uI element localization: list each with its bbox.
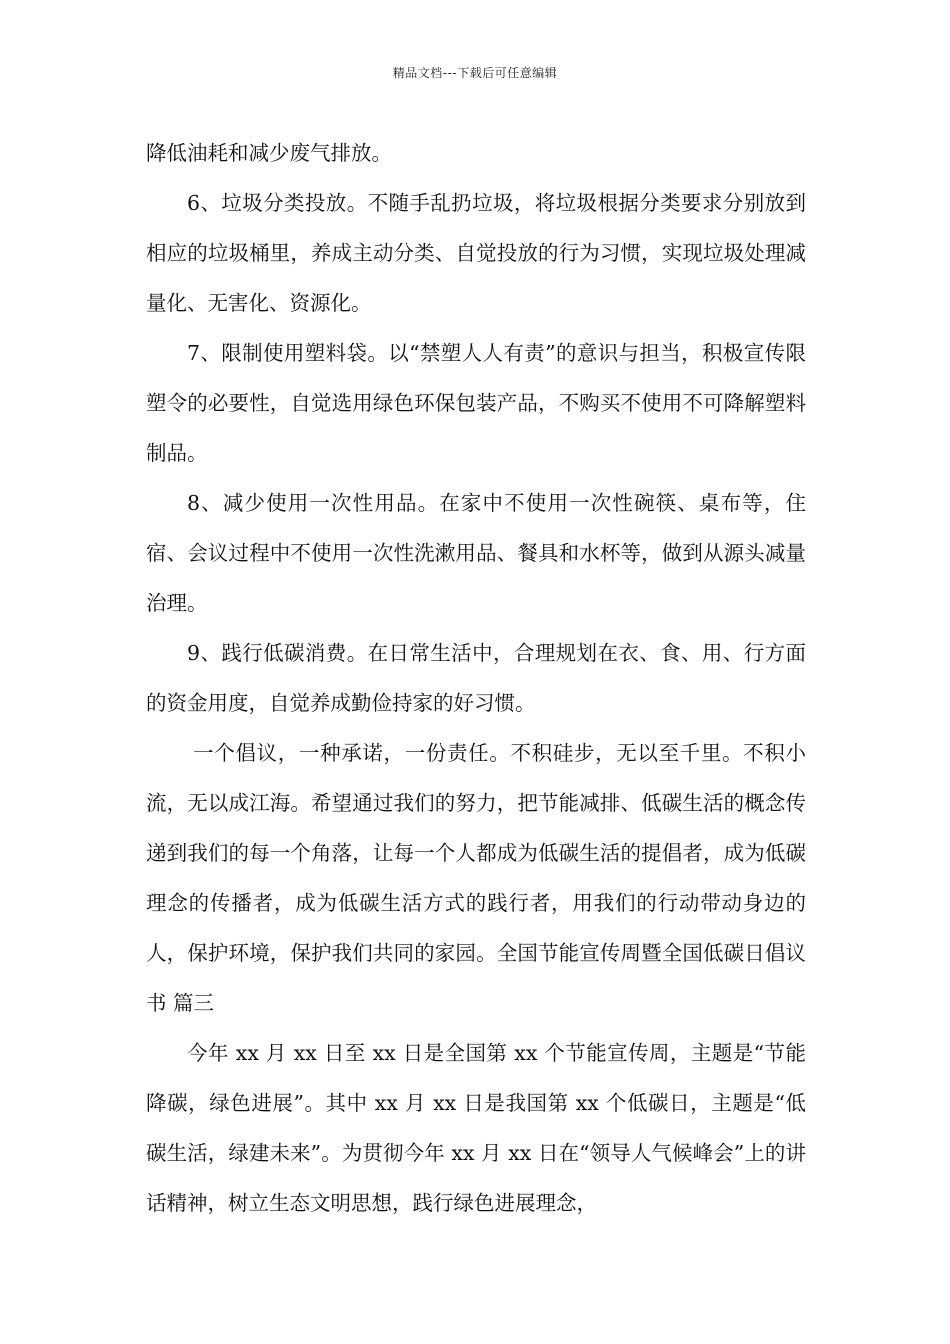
paragraph-continuation: 降低油耗和减少废气排放。 — [146, 141, 392, 165]
paragraph-item-9: 9、践行低碳消费。在日常生活中，合理规划在衣、食、用、行方面的资金用度，自觉养成勤俭持家的好习惯。 — [146, 641, 806, 715]
paragraph-item-6: 6、垃圾分类投放。不随手乱扔垃圾，将垃圾根据分类要求分别放到相应的垃圾桶里，养成主动分类、自觉投放的行为习惯，实现垃圾处理减量化、无害化、资源化。 — [146, 191, 806, 315]
paragraph-item-8: 8、减少使用一次性用品。在家中不使用一次性碗筷、桌布等，住宿、会议过程中不使用一次性洗漱用品、餐具和水杯等，做到从源头减量治理。 — [146, 491, 806, 615]
paragraph-section-three: 今年 xx 月 xx 日至 xx 日是全国第 xx 个节能宣传周，主题是“节能降碳，绿色进展”。其中 xx 月 xx 日是我国第 xx 个低碳日，主题是“低碳生活，绿建未来”。为贯彻今年 xx 月 xx 日在“领导人气候峰会”上的讲话精神，树立生态文明思想，践行绿色进展理念， — [146, 1041, 806, 1215]
document-body — [146, 128, 806, 1228]
paragraph-item-7: 7、限制使用塑料袋。以“禁塑人人有责”的意识与担当，积极宣传限塑令的必要性，自觉选用绿色环保包装产品，不购买不使用不可降解塑料制品。 — [146, 341, 806, 465]
paragraph-conclusion: 一个倡议，一种承诺，一份责任。不积硅步，无以至千里。不积小流，无以成江海。希望通过我们的努力，把节能减排、低碳生活的概念传递到我们的每一个角落，让每一个人都成为低碳生活的提倡者，成为低碳理念的传播者，成为低碳生活方式的践行者，用我们的行动带动身边的人，保护环境，保护我们共同的家园。全国节能宣传周暨全国低碳日倡议书 篇三 — [146, 741, 806, 1015]
page-header: 精品文档---下载后可任意编辑 — [392, 66, 558, 80]
